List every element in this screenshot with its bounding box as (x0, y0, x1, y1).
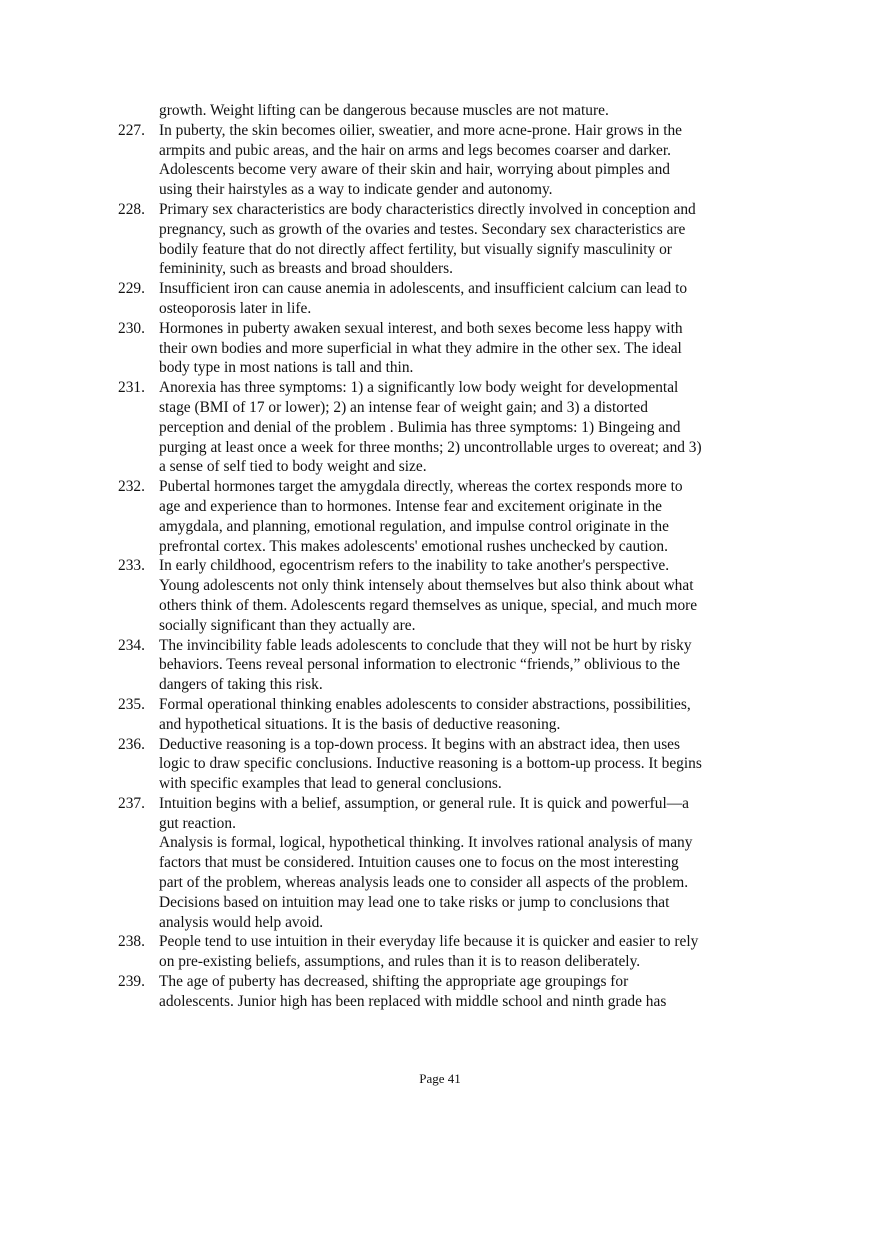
text-line: Deductive reasoning is a top-down process. It begins with an abstract idea, then uses (159, 735, 681, 753)
text-line: their own bodies and more superficial in what they admire in the other sex. The ideal (159, 339, 682, 357)
text-line: logic to draw specific conclusions. Inductive reasoning is a bottom-up process. It begins (159, 755, 702, 773)
text-line: others think of them. Adolescents regard themselves as unique, special, and much more (159, 596, 698, 614)
list-item (118, 932, 778, 972)
text-line: In early childhood, egocentrism refers to the inability to take another's perspective. (159, 557, 670, 575)
item-number: 233. (118, 557, 145, 575)
list-item (118, 319, 778, 378)
text-line: gut reaction. (159, 814, 236, 832)
text-line: socially significant than they actually are. (159, 616, 416, 634)
item-number: 234. (118, 636, 145, 654)
list-item (118, 378, 778, 477)
text-line: Analysis is formal, logical, hypothetical thinking. It involves rational analysis of many (159, 834, 693, 852)
text-line: body type in most nations is tall and thin. (159, 359, 414, 377)
list-item (118, 794, 778, 933)
text-line: analysis would help avoid. (159, 913, 324, 931)
item-number: 228. (118, 200, 145, 218)
item-number: 239. (118, 973, 145, 991)
text-line: Primary sex characteristics are body characteristics directly involved in conception and (159, 200, 696, 218)
text-line: prefrontal cortex. This makes adolescents' emotional rushes unchecked by caution. (159, 537, 668, 555)
text-line: part of the problem, whereas analysis leads one to consider all aspects of the problem. (159, 874, 689, 892)
text-line: Young adolescents not only think intensely about themselves but also think about what (159, 577, 694, 595)
item-number: 232. (118, 478, 145, 496)
text-line: bodily feature that do not directly affect fertility, but visually signify masculinity or (159, 240, 672, 258)
text-line: factors that must be considered. Intuition causes one to focus on the most interesting (159, 854, 679, 872)
list-item (118, 477, 778, 556)
text-line: Pubertal hormones target the amygdala directly, whereas the cortex responds more to (159, 478, 683, 496)
list-item (118, 200, 778, 279)
list-item (118, 636, 778, 695)
text-line: armpits and pubic areas, and the hair on arms and legs becomes coarser and darker. (159, 141, 671, 159)
text-line: Intuition begins with a belief, assumption, or general rule. It is quick and powerful—a (159, 794, 689, 812)
item-number: 231. (118, 379, 145, 397)
item-number: 237. (118, 794, 145, 812)
list-item (118, 121, 778, 200)
item-number: 229. (118, 280, 145, 298)
text-line: Decisions based on intuition may lead one to take risks or jump to conclusions that (159, 893, 670, 911)
text-line: and hypothetical situations. It is the basis of deductive reasoning. (159, 715, 561, 733)
item-number: 235. (118, 695, 145, 713)
text-line: Hormones in puberty awaken sexual interest, and both sexes become less happy with (159, 319, 683, 337)
list-item (118, 556, 778, 635)
text-line: using their hairstyles as a way to indicate gender and autonomy. (159, 181, 553, 199)
list-item (118, 279, 778, 319)
list-item (118, 735, 778, 794)
item-number: 238. (118, 933, 145, 951)
text-line: Formal operational thinking enables adolescents to consider abstractions, possibilities, (159, 695, 691, 713)
text-line: dangers of taking this risk. (159, 676, 323, 694)
text-line: The age of puberty has decreased, shifting the appropriate age groupings for (159, 973, 629, 991)
text-line: a sense of self tied to body weight and size. (159, 458, 427, 476)
text-line: purging at least once a week for three months; 2) uncontrollable urges to overeat; and 3) (159, 438, 702, 456)
text-line: Insufficient iron can cause anemia in adolescents, and insufficient calcium can lead to (159, 280, 688, 298)
text-line: with specific examples that lead to general conclusions. (159, 775, 502, 793)
item-number: 236. (118, 735, 145, 753)
page-number: Page 41 (419, 1071, 461, 1086)
list-item (118, 101, 778, 121)
text-line: age and experience than to hormones. Intense fear and excitement originate in the (159, 497, 662, 515)
text-line: femininity, such as breasts and broad shoulders. (159, 260, 453, 278)
text-line: Anorexia has three symptoms: 1) a significantly low body weight for developmental (159, 379, 679, 397)
list-item (118, 695, 778, 735)
text-line: The invincibility fable leads adolescents to conclude that they will not be hurt by risky (159, 636, 692, 654)
text-line: growth. Weight lifting can be dangerous because muscles are not mature. (159, 102, 609, 119)
text-line: amygdala, and planning, emotional regulation, and impulse control originate in the (159, 517, 669, 535)
text-line: on pre-existing beliefs, assumptions, and rules than it is to reason deliberately. (159, 953, 641, 971)
text-line: perception and denial of the problem . Bulimia has three symptoms: 1) Bingeing and (159, 418, 681, 436)
text-line: People tend to use intuition in their everyday life because it is quicker and easier to rely (159, 933, 699, 951)
item-number: 230. (118, 319, 145, 337)
numbered-list (118, 101, 778, 1012)
item-number: 227. (118, 121, 145, 139)
text-line: Adolescents become very aware of their skin and hair, worrying about pimples and (159, 161, 670, 179)
text-line: pregnancy, such as growth of the ovaries and testes. Secondary sex characteristics are (159, 220, 686, 238)
text-line: adolescents. Junior high has been replaced with middle school and ninth grade has (159, 992, 667, 1010)
list-item (118, 972, 778, 1012)
text-line: behaviors. Teens reveal personal information to electronic “friends,” oblivious to the (159, 656, 680, 674)
text-line: In puberty, the skin becomes oilier, sweatier, and more acne-prone. Hair grows in the (159, 121, 683, 139)
text-line: stage (BMI of 17 or lower); 2) an intense fear of weight gain; and 3) a distorted (159, 398, 648, 416)
text-line: osteoporosis later in life. (159, 299, 312, 317)
